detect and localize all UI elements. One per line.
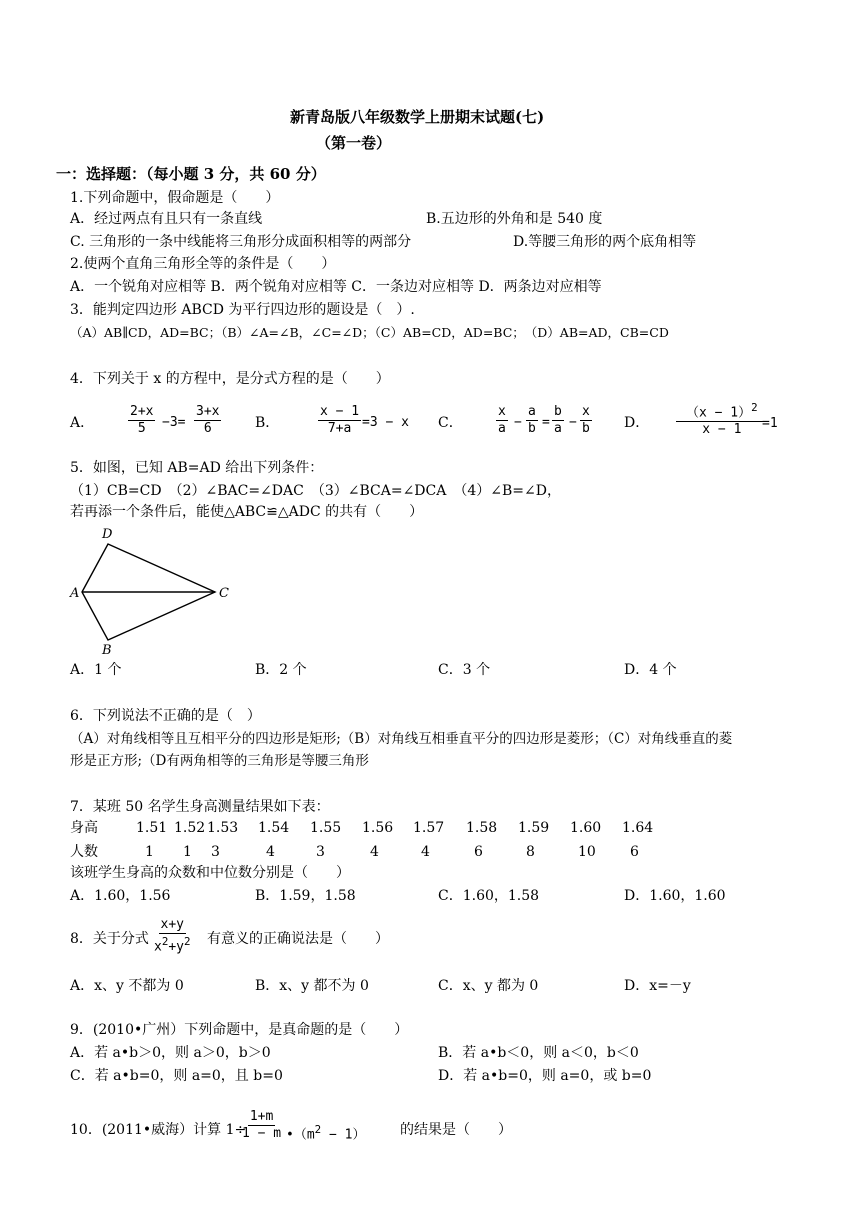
q10-m: m — [306, 1127, 315, 1143]
q10-fraction — [240, 1109, 283, 1142]
q5-label-d: D — [102, 527, 113, 542]
q2-options: A．一个锐角对应相等 B．两个锐角对应相等 C．一条边对应相等 D．两条边对应相等 — [70, 279, 602, 295]
q7-row-height-label: 身高 — [70, 820, 98, 836]
q6-stem: 6．下列说法不正确的是（ ） — [70, 708, 261, 724]
q7-count-cell: 8 — [526, 844, 535, 860]
q7-height-cell: 1.53 — [207, 820, 239, 836]
q7-count-cell: 6 — [474, 844, 483, 860]
q7-count-cell: 4 — [421, 844, 430, 860]
q7-option-b: B．1.59，1.58 — [255, 888, 356, 904]
q4-c-d3: a — [554, 421, 562, 436]
q7-count-cell: 4 — [266, 844, 275, 860]
q9-stem: 9．(2010•广州）下列命题中，是真命题的是（ ） — [70, 1022, 409, 1038]
q8-den-exp-y: 2 — [184, 935, 191, 948]
q4-d-num — [676, 400, 768, 422]
q7-option-c: C．1.60，1.58 — [438, 888, 540, 904]
exam-subtitle: （第一卷） — [316, 134, 392, 152]
q3-options: （A）AB∥CD，AD=BC；（B）∠A=∠B，∠C=∠D；（C）AB=CD，AD=BC； （D）AB=AD，CB=CD — [70, 325, 669, 340]
q8-post: 有意义的正确说法是（ ） — [207, 931, 389, 947]
q9-option-b: B．若 a•b＜0，则 a＜0，b＜0 — [438, 1045, 639, 1061]
q4-d-exp: 2 — [751, 401, 758, 414]
q10-mid-open: •（ — [286, 1127, 307, 1143]
q4-a-mid: −3= — [162, 415, 186, 430]
q7-stem: 7．某班 50 名学生身高测量结果如下表： — [70, 799, 330, 815]
q10-exp: 2 — [314, 1123, 322, 1136]
q10-num: 1+m — [249, 1109, 274, 1124]
q1-option-c: C. 三角形的一条中线能将三角形分成面积相等的两部分 — [70, 234, 412, 250]
q4-stem: 4．下列关于 x 的方程中，是分式方程的是（ ） — [70, 371, 390, 387]
q5-figure — [60, 522, 250, 662]
section-heading: 一：选择题：（每小题 3 分，共 60 分） — [56, 165, 326, 183]
q7-height-cell: 1.56 — [362, 820, 394, 836]
q7-count-cell: 10 — [578, 844, 596, 860]
q5-stem: 5．如图，已知 AB=AD 给出下列条件： — [70, 460, 324, 476]
q7-count-cell: 3 — [211, 844, 220, 860]
q4-b-fraction — [318, 404, 361, 437]
q7-option-a: A．1.60，1.56 — [70, 888, 171, 904]
q7-option-d: D．1.60，1.60 — [624, 888, 726, 904]
q5-label-c: C — [219, 586, 229, 601]
q4-a-fraction-1 — [128, 404, 155, 437]
q7-height-cell: 1.57 — [413, 820, 445, 836]
q8-den-exp-x: 2 — [161, 935, 169, 948]
q4-a-num1: 2+x — [130, 404, 154, 419]
q8-den — [152, 934, 193, 955]
q5-label-a: A — [70, 586, 80, 601]
q9-option-c: C．若 a•b=0，则 a=0，且 b=0 — [70, 1068, 283, 1084]
q7-count-cell: 1 — [183, 844, 192, 860]
q4-c-d4: b — [582, 421, 590, 436]
q7-height-cell: 1.58 — [466, 820, 498, 836]
q7-count-cell: 3 — [316, 844, 325, 860]
q7-height-cell: 1.54 — [258, 820, 290, 836]
q8-option-c: C．x、y 都为 0 — [438, 978, 539, 994]
q10-post: 的结果是（ ） — [400, 1122, 512, 1138]
q7-count-cell: 6 — [630, 844, 639, 860]
q3-stem: 3．能判定四边形 ABCD 为平行四边形的题设是（ ）. — [70, 302, 415, 318]
q4-c-fraction-3 — [552, 404, 564, 437]
q7-count-cell: 4 — [370, 844, 379, 860]
q4-c-n2: a — [528, 404, 536, 419]
q1-option-d: D.等腰三角形的两个底角相等 — [513, 234, 697, 250]
q4-a-den2: 6 — [203, 421, 212, 436]
q8-pre: 8．关于分式 — [70, 931, 149, 947]
q7-height-cell: 1.60 — [570, 820, 602, 836]
q4-c-fraction-2 — [526, 404, 538, 437]
q8-option-b: B．x、y 都不为 0 — [255, 978, 369, 994]
q4-option-b-label: B． — [255, 415, 280, 431]
q8-den-x: x — [154, 939, 162, 955]
q4-d-fraction — [676, 400, 768, 438]
q5-option-b: B．2 个 — [255, 662, 307, 678]
q8-option-a: A．x、y 不都为 0 — [70, 978, 184, 994]
q10-pre: 10．(2011•威海）计算 1÷ — [70, 1122, 247, 1138]
q7-height-cell: 1.51 — [136, 820, 168, 836]
q10-tail: − 1） — [321, 1127, 366, 1143]
q4-d-den: x − 1 — [702, 422, 742, 438]
q1-option-a: A．经过两点有且只有一条直线 — [70, 211, 263, 227]
q5-option-c: C．3 个 — [438, 662, 491, 678]
q1-stem: 1.下列命题中，假命题是（ ） — [70, 190, 280, 206]
q4-c-n4: x — [582, 404, 590, 419]
q7-row-count-label: 人数 — [70, 844, 98, 860]
q5-option-d: D．4 个 — [624, 662, 677, 678]
q4-c-op2: = — [542, 415, 550, 430]
q4-option-a-label: A． — [70, 415, 95, 431]
q10-mid — [286, 1120, 366, 1145]
q4-d-tail: =1 — [762, 416, 778, 431]
q5-label-b: B — [102, 643, 112, 658]
q4-c-d1: a — [498, 421, 506, 436]
q4-d-num-text: （x − 1） — [686, 405, 752, 421]
q8-num: x+y — [160, 917, 185, 932]
q4-c-fraction-1 — [496, 404, 508, 437]
q8-fraction — [152, 917, 193, 955]
q4-a-fraction-2 — [194, 404, 221, 437]
q4-c-op3: − — [569, 415, 577, 430]
q4-option-c-label: C． — [438, 415, 463, 431]
q4-option-d-label: D． — [624, 415, 650, 431]
q6-line1: （A）对角线相等且互相平分的四边形是矩形;（B）对角线互相垂直平分的四边形是菱形；（C）对角线垂直的菱 — [70, 731, 733, 747]
q4-c-d2: b — [528, 421, 536, 436]
q10-den: 1 − m — [242, 1126, 282, 1141]
q5-conditions: （1）CB=CD （2）∠BAC=∠DAC （3）∠BCA=∠DCA （4）∠B=∠D， — [70, 483, 561, 499]
q7-height-cell: 1.52 — [174, 820, 206, 836]
q4-b-tail: =3 − x — [362, 415, 409, 430]
q4-a-num2: 3+x — [196, 404, 220, 419]
q4-b-num: x − 1 — [320, 404, 360, 419]
q5-option-a: A．1 个 — [70, 662, 122, 678]
q8-option-d: D．x=－y — [624, 978, 691, 994]
q4-a-den1: 5 — [137, 421, 146, 436]
exam-title: 新青岛版八年级数学上册期末试题(七) — [290, 108, 545, 126]
q4-b-den: 7+a — [327, 421, 352, 436]
q9-option-a: A．若 a•b＞0，则 a＞0，b＞0 — [70, 1045, 271, 1061]
q8-den-plus: +y — [168, 939, 185, 955]
q7-count-cell: 1 — [145, 844, 154, 860]
q7-height-cell: 1.55 — [310, 820, 342, 836]
q7-ask: 该班学生身高的众数和中位数分别是（ ） — [70, 865, 350, 881]
q4-c-op1: − — [514, 415, 522, 430]
q2-stem: 2.使两个直角三角形全等的条件是（ ） — [70, 256, 336, 272]
q7-height-cell: 1.59 — [518, 820, 550, 836]
q4-c-n1: x — [498, 404, 506, 419]
q1-option-b: B.五边形的外角和是 540 度 — [426, 211, 603, 227]
q4-c-fraction-4 — [580, 404, 592, 437]
q5-ask: 若再添一个条件后，能使△ABC≌△ADC 的共有（ ） — [70, 504, 424, 520]
q4-c-n3: b — [554, 404, 562, 419]
q7-height-cell: 1.64 — [622, 820, 654, 836]
q9-option-d: D．若 a•b=0，则 a=0，或 b=0 — [438, 1068, 652, 1084]
q6-line2: 形是正方形;（D有两角相等的三角形是等腰三角形 — [70, 753, 369, 769]
